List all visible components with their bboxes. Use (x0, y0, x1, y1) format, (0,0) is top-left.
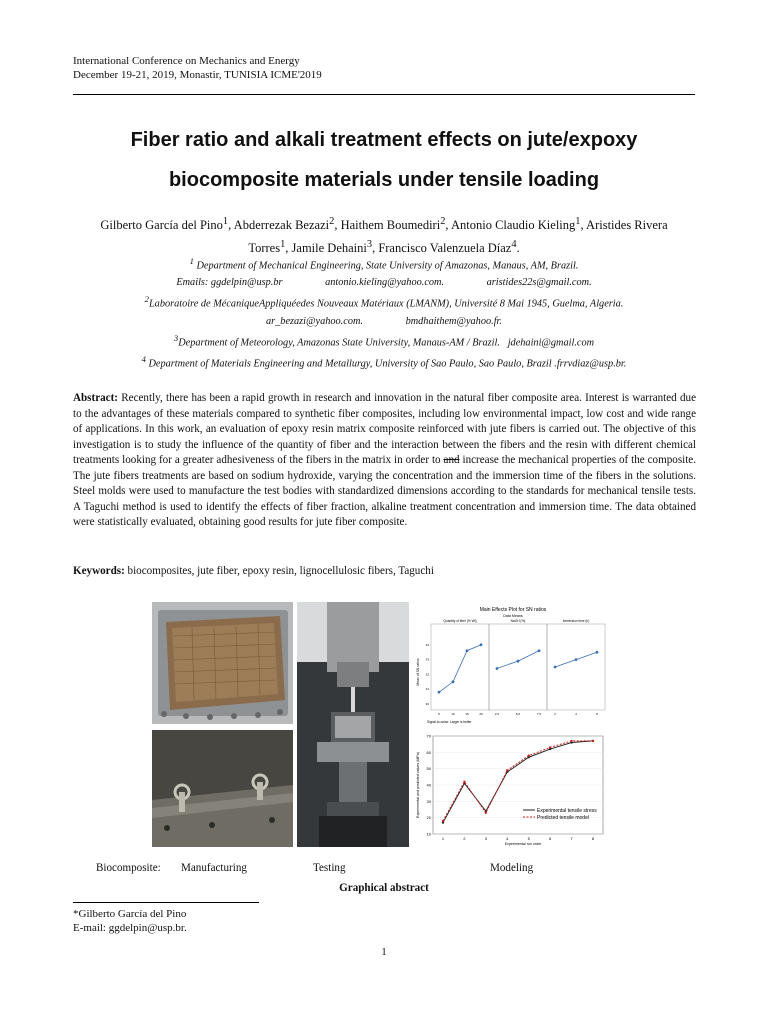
predicted-point (549, 746, 551, 748)
chart2-ylabel: Experimental and predicted values (MPa) (416, 752, 420, 818)
abstract-struck-word: and (443, 454, 460, 466)
chart2-xlabel: Experimental run order (504, 842, 542, 846)
x-tick-label: 3 (484, 836, 487, 841)
predicted-point (592, 740, 594, 742)
y-tick-label: 31 (425, 687, 429, 692)
author-5: Aristides Rivera Torres (248, 218, 668, 256)
caption-testing: Testing (313, 862, 346, 874)
plot2-background (413, 730, 610, 847)
caption-manufacturing: Manufacturing (181, 862, 247, 874)
email-link[interactable]: .frrvdiaz@usp.br. (554, 358, 627, 370)
x-tick-label: 20 (479, 712, 483, 716)
abstract (73, 391, 696, 531)
caption-modeling: Modeling (490, 862, 534, 874)
x-tick-label: 5 (527, 836, 530, 841)
author-1: Gilberto García del Pino (100, 218, 223, 233)
effects-point (438, 691, 441, 694)
keywords (73, 565, 696, 577)
title-line-2: biocomposite materials under tensile loading (168, 169, 600, 191)
author-2: Abderrezak Bezazi (233, 218, 330, 233)
steel-mold-photo (152, 730, 293, 847)
composite-plate-image (152, 602, 293, 724)
tensile-test-photo (297, 602, 409, 847)
effects-point (554, 666, 557, 669)
chart1-xlabel: Signal-to-noise: Larger is better (427, 720, 472, 724)
header-rule (73, 94, 695, 95)
y-tick-label: 50 (426, 766, 431, 772)
x-tick-label: 7.5 (536, 712, 542, 716)
title-line-1: Fiber ratio and alkali treatment effects on jute/expoxy (130, 129, 638, 151)
y-tick-label: 30 (425, 702, 429, 706)
main-effects-plot (413, 602, 610, 727)
y-tick-label: 33 (425, 657, 429, 662)
x-tick-label: 8 (596, 712, 598, 716)
x-tick-label: 2 (463, 836, 466, 841)
predicted-point (506, 769, 508, 771)
author-3: Haithem Boumediri (340, 218, 441, 233)
y-tick-label: 70 (426, 733, 431, 739)
tensile-machine-image (297, 602, 409, 847)
x-tick-label: 10 (451, 712, 455, 716)
chart1-title: Main Effects Plot for SN ratios (479, 607, 547, 613)
predicted-point (463, 781, 465, 783)
x-tick-label: 5.0 (515, 712, 521, 716)
predicted-point (485, 812, 487, 814)
x-tick-label: 7 (570, 836, 573, 841)
abstract-label: Abstract: (73, 392, 118, 404)
conference-date: December 19-21, 2019, Monastir, TUNISIA ICME'2019 (73, 69, 322, 81)
tensile-comparison-plot (413, 730, 610, 847)
effects-point (538, 649, 541, 652)
email-link[interactable]: Emails: ggdelpin@usp.br (176, 277, 283, 289)
abstract-text-2: increase the mechanical properties of the composite. The jute fibers treatments are based on sodium hydroxide, varying the concentration and the immersion time of the fibers in the solutions. Steel molds were used to manufacture the test bodies with standardized dimensions according to the standards for mechanical tensile tests. A Taguchi method is used to identify the effects of fiber fraction, alkaline treatment concentration and immersion time. The data obtained were statistically evaluated, obtaining good results for jute fiber composite. (73, 454, 696, 528)
y-tick-label: 10 (426, 831, 431, 837)
footnote (73, 907, 187, 935)
chart1-subtitle: Data Means (503, 614, 523, 618)
email-link[interactable]: jdehaini@gmail.com (507, 337, 595, 349)
x-tick-label: 5 (438, 712, 440, 716)
footnote-email[interactable]: E-mail: ggdelpin@usp.br. (73, 922, 187, 934)
x-tick-label: 15 (465, 712, 469, 716)
footnote-rule (73, 902, 259, 903)
y-tick-label: 30 (426, 798, 431, 804)
email-link[interactable]: ar_bezazi@yahoo.com. (266, 315, 363, 327)
x-tick-label: 4 (575, 712, 577, 716)
y-tick-label: 34 (425, 642, 429, 647)
affiliation-1-emails (60, 274, 708, 291)
author-5-sup: 1 (280, 239, 286, 251)
effects-point (466, 649, 469, 652)
keywords-label: Keywords: (73, 565, 125, 577)
keywords-text: biocomposites, jute fiber, epoxy resin, lignocellulosic fibers, Taguchi (127, 565, 434, 577)
predicted-point (442, 820, 444, 822)
y-tick-label: 20 (426, 815, 431, 821)
x-tick-label: 2.5 (494, 712, 500, 716)
graphical-abstract-title: Graphical abstract (339, 882, 429, 894)
x-tick-label: 4 (506, 836, 509, 841)
steel-mold-image (152, 730, 293, 847)
paper-title (40, 120, 728, 200)
legend-experimental: Experimental tensile stress (537, 808, 597, 814)
author-6-sup: 3 (366, 239, 373, 251)
effects-point (452, 680, 455, 683)
predicted-point (528, 754, 530, 756)
footnote-author: *Gilberto García del Pino (73, 908, 187, 920)
affiliation-2-emails (60, 313, 708, 330)
affiliation-3: $^3$Department of Meteorology, Amazonas State University, Manaus-AM / Brazil. jdehaini@gmail.com (173, 332, 595, 349)
graphical-abstract (150, 602, 610, 847)
chart1-ylabel: Mean of SN ratios (416, 658, 420, 686)
panel-title: Immersion time (h) (562, 619, 590, 623)
conference-header (73, 54, 322, 82)
email-link[interactable]: aristides22s@gmail.com. (486, 277, 592, 289)
author-7-sup: 4 (511, 239, 517, 251)
email-link[interactable]: bmdhaithem@yahoo.fr. (405, 315, 502, 327)
x-tick-label: 1 (441, 836, 445, 841)
affiliation-1: $^1$ Department of Mechanical Engineering, State University of Amazonas, Manaus, AM, Brazil. (189, 256, 579, 272)
effects-point (480, 643, 483, 646)
x-tick-label: 8 (591, 836, 595, 841)
panel-title: Quantity of fiber (% Wt) (443, 619, 477, 623)
email-link[interactable]: antonio.kieling@yahoo.com. (325, 277, 445, 289)
y-tick-label: 60 (426, 749, 431, 755)
effects-point (575, 658, 578, 661)
caption-biocomposite: Biocomposite: (96, 862, 161, 874)
effects-point (517, 660, 520, 663)
author-6: Jamile Dehaini (291, 241, 367, 256)
author-3-sup: 2 (440, 216, 446, 227)
x-tick-label: 2 (554, 712, 556, 716)
author-4-sup: 1 (575, 216, 581, 227)
page-number: 1 (381, 946, 387, 958)
conference-name: International Conference on Mechanics and Energy (73, 55, 300, 67)
x-tick-label: 6 (549, 836, 552, 841)
affiliation-4: $^4$ Department of Materials Engineering and Metallurgy, University of Sao Paulo, Sao Paulo, Brazil .frrvdiaz@usp.br. (141, 354, 627, 370)
author-2-sup: 2 (329, 216, 335, 227)
composite-plate-photo (152, 602, 293, 724)
author-4: Antonio Claudio Kieling (450, 218, 576, 233)
predicted-point (570, 740, 572, 742)
panel-title: NaOH (%) (510, 619, 526, 623)
effects-point (596, 651, 599, 654)
affiliation-2: $^2$Laboratoire de MécaniqueAppliquéedes Nouveaux Matériaux (LMANM), Université 8 Mai 1945, Guelma, Algeria. (144, 294, 624, 310)
author-7: Francisco Valenzuela Díaz (378, 241, 512, 256)
author-1-sup: 1 (222, 216, 229, 227)
effects-point (496, 667, 499, 670)
y-tick-label: 32 (425, 672, 429, 677)
legend-predicted: Predicted tensile model (537, 815, 589, 821)
affiliations (60, 253, 708, 373)
y-tick-label: 40 (426, 782, 431, 788)
abstract-text-1: Recently, there has been a rapid growth in research and innovation in the natural fiber composite area. Interest is warranted due to the advantages of these materials compared to synthetic fiber composites, including low environmental impact, low cost and wide range of applications. In this work, an evaluation of epoxy resin matrix composite reinforced with jute fibers is carried out. The objective of this investigation is to study the influence of the quantity of fiber and the interaction between the fibers and the resin with different chemical treatments looking for a greater adhesiveness of the fibers in the matrix in order to (73, 392, 696, 466)
author-list: Gilberto García del Pino$^1$, Abderrezak Bezazi$^2$, Haithem Boumediri$^2$, Antonio Claudio Kieling$^1$, Aristides Rivera Torres$^1$, Jamile Dehaini$^3$, Francisco Valenzuela Díaz$^4$. (100, 216, 668, 256)
